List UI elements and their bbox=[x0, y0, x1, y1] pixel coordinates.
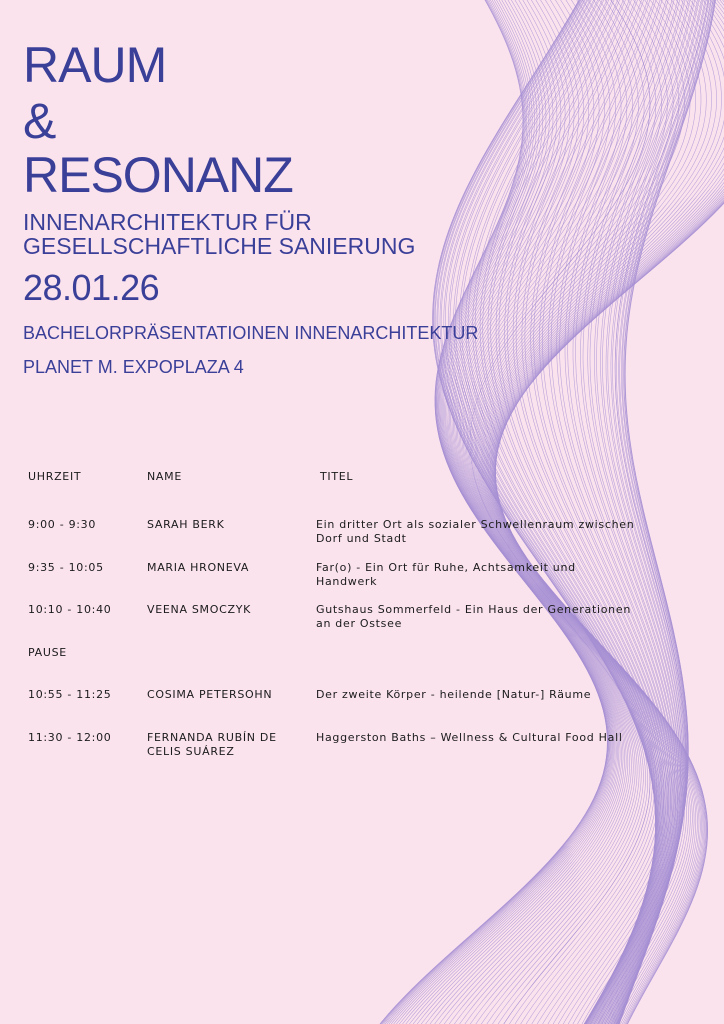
row-name: SARAH BERK bbox=[147, 518, 225, 531]
row-title-line: an der Ostsee bbox=[316, 617, 403, 630]
pause-label: PAUSE bbox=[28, 646, 67, 659]
venue: PLANET M. EXPOPLAZA 4 bbox=[23, 357, 244, 377]
wave-line bbox=[594, 0, 695, 1024]
row-time: 9:35 - 10:05 bbox=[28, 561, 104, 574]
row-title-line: Handwerk bbox=[316, 575, 378, 588]
row-time: 10:10 - 10:40 bbox=[28, 603, 112, 616]
header-name: NAME bbox=[147, 470, 182, 483]
row-name bbox=[147, 731, 297, 759]
event-date: 28.01.26 bbox=[23, 267, 160, 308]
row-name-line: CELIS SUÁREZ bbox=[147, 745, 235, 758]
row-name-line: FERNANDA RUBÍN DE bbox=[147, 731, 277, 744]
program-name: BACHELORPRÄSENTATIOINEN INNENARCHITEKTUR bbox=[23, 323, 479, 343]
row-name: COSIMA PETERSOHN bbox=[147, 688, 273, 701]
row-time: 11:30 - 12:00 bbox=[28, 731, 112, 744]
row-title-line: Far(o) - Ein Ort für Ruhe, Achtsamkeit und bbox=[316, 561, 576, 574]
row-title-line: Gutshaus Sommerfeld - Ein Haus der Generationen bbox=[316, 603, 631, 616]
title-ampersand: & bbox=[23, 93, 56, 149]
row-name: MARIA HRONEVA bbox=[147, 561, 250, 574]
row-title bbox=[316, 561, 661, 589]
row-title: Der zweite Körper - heilende [Natur-] Räume bbox=[316, 688, 592, 701]
wave-line bbox=[483, 0, 711, 1024]
subtitle bbox=[23, 210, 415, 258]
row-time: 9:00 - 9:30 bbox=[28, 518, 97, 531]
row-title-line: Dorf und Stadt bbox=[316, 532, 407, 545]
subtitle-line-2: GESELLSCHAFTLICHE SANIERUNG bbox=[23, 233, 416, 259]
row-title: Haggerston Baths – Wellness & Cultural Food Hall bbox=[316, 731, 623, 744]
header-time: UHRZEIT bbox=[28, 470, 82, 483]
row-title-line: Ein dritter Ort als sozialer Schwellenraum zwischen bbox=[316, 518, 635, 531]
wave-line bbox=[417, 0, 620, 1024]
header-title: TITEL bbox=[320, 470, 354, 483]
row-title bbox=[316, 518, 661, 546]
title-raum: RAUM bbox=[23, 37, 167, 93]
subtitle-line-1: INNENARCHITEKTUR FÜR bbox=[23, 209, 312, 235]
row-title bbox=[316, 603, 661, 631]
row-time: 10:55 - 11:25 bbox=[28, 688, 112, 701]
row-name: VEENA SMOCZYK bbox=[147, 603, 252, 616]
title-resonanz: RESONANZ bbox=[23, 147, 293, 203]
